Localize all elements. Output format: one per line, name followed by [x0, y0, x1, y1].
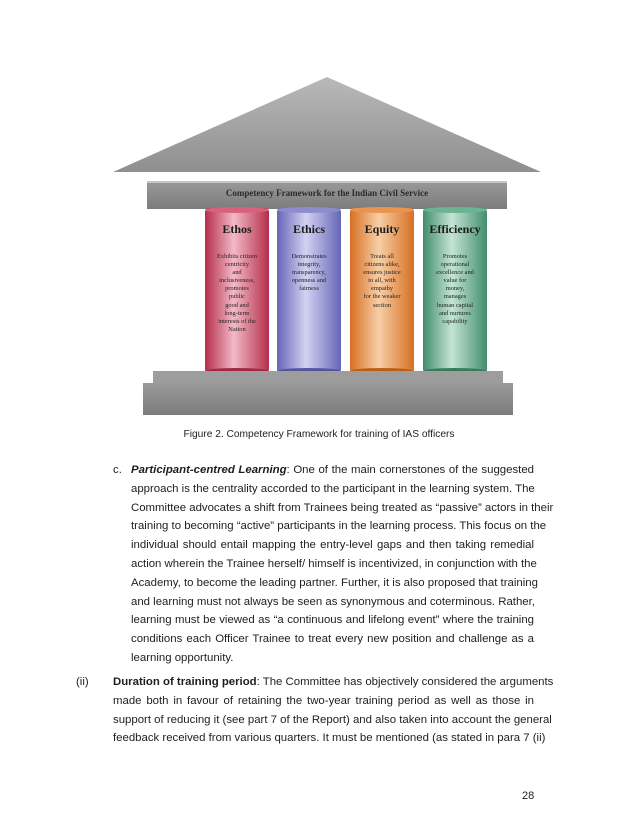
line-text: : The Committee has objectively considered the arguments [256, 676, 554, 688]
pillar-desc-line: interests of the [218, 317, 256, 325]
roof-pediment [113, 77, 541, 172]
item-heading: Participant-centred Learning [131, 464, 287, 476]
line-text: conditions each Officer Trainee to treat every new position and challenge as a [131, 633, 534, 646]
pillar-desc-line: Nation [228, 325, 246, 333]
line-text: training to becoming “active” participants in the learning process. This focus on the [131, 520, 547, 533]
pillar-desc-line: fairness [299, 285, 319, 293]
paragraph-line [131, 480, 534, 499]
line-text: feedback received from various quarters. It must be mentioned (as stated in para 7 (ii) [113, 732, 546, 745]
item-c-marker: c. [113, 464, 122, 476]
pillar-desc-line: and [232, 269, 242, 277]
pillar-desc-equity [352, 253, 412, 310]
pillar-desc-line: Demonstrates [291, 253, 327, 260]
pillar-desc-efficiency [425, 253, 485, 326]
pillar-title-ethos: Ethos [222, 222, 252, 236]
paragraph-line [131, 461, 534, 480]
temple-illustration [113, 77, 541, 415]
line-text: made both in favour of retaining the two-year training period as well as those in [113, 694, 534, 707]
framework-title: Competency Framework for the Indian Civil Service [225, 188, 429, 198]
pillar-desc-line: empathy [370, 285, 393, 293]
competency-framework-figure [113, 77, 541, 415]
line-text: and learning must not always be seen as synonymous and coterminous. Rather, [131, 595, 535, 608]
paragraph-line [131, 649, 534, 668]
pillar-desc-line: section [372, 301, 392, 309]
pillar-desc-line: capability [442, 317, 468, 325]
paragraph-line [131, 611, 534, 630]
pillar-desc-line: money, [445, 285, 465, 293]
line-text: action wherein the Trainee herself/ himself is incentivized, in conjunction with the [131, 557, 537, 570]
pillar-desc-line: for the weaker [363, 293, 401, 301]
pillar-desc-line: public [229, 293, 245, 301]
base-step-bottom [143, 383, 513, 415]
pillar-title-efficiency: Efficiency [429, 222, 481, 236]
pillar-desc-ethos [207, 253, 267, 334]
pillar-title-ethics: Ethics [292, 222, 325, 236]
paragraph-line [113, 692, 534, 711]
pillar-desc-line: citizens alike, [364, 261, 400, 269]
paragraph-line [131, 517, 547, 536]
paragraph-line [131, 555, 537, 574]
line-text: : One of the main cornerstones of the suggested [286, 464, 534, 476]
pillar-desc-line: Treats all [370, 253, 394, 260]
pillar-desc-line: excellence and [436, 269, 474, 277]
line-text: approach is the centrality accorded to the participant in the learning system. The [131, 482, 535, 495]
item-c-paragraph [131, 461, 554, 668]
pillar-desc-line: transparency, [292, 269, 326, 277]
pillar-desc-line: operational [440, 261, 470, 269]
paragraph-line [131, 574, 538, 593]
paragraph-line [131, 593, 534, 612]
pillar-title-equity: Equity [364, 222, 400, 236]
pillar-desc-line: human capital [436, 301, 474, 309]
item-ii-paragraph [113, 673, 554, 748]
paragraph-line [131, 536, 534, 555]
pillar-desc-line: Exhibits citizen [217, 253, 257, 260]
pillar-desc-line: long-term [224, 309, 250, 317]
paragraph-line [131, 630, 534, 649]
pillar-desc-line: integrity, [297, 261, 321, 269]
pillar-desc-line: openness and [291, 277, 327, 285]
base-step-top [153, 371, 503, 383]
pillar-desc-line: inclusiveness, [219, 277, 255, 285]
figure-caption: Figure 2. Competency Framework for training of IAS officers [183, 429, 455, 440]
pillar-desc-ethics [279, 253, 339, 293]
pillar-desc-line: manages [443, 293, 467, 301]
paragraph-line [131, 499, 554, 518]
item-heading: Duration of training period [113, 676, 257, 688]
item-ii-marker: (ii) [76, 676, 89, 688]
line-text: individual should entail mapping the entry-level gaps and then taking remedial [131, 539, 534, 552]
pillar-desc-line: to all, with [368, 277, 396, 285]
pillar-desc-line: and nurtures [439, 309, 471, 317]
paragraph-line [113, 711, 552, 730]
pillar-desc-line: Promotes [442, 253, 468, 260]
pillar-desc-line: centricity [224, 261, 250, 269]
line-text: learning opportunity. [131, 651, 234, 664]
paragraph-line [113, 673, 554, 692]
line-text: learning must be viewed as “a continuous and lifelong event” where the training [131, 614, 534, 627]
line-text: support of reducing it (see part 7 of the Report) and also taken into account the general [113, 713, 552, 726]
pillar-desc-line: ensures justice [363, 269, 401, 277]
line-text: Academy, to become the leading partner. Further, it is also proposed that training [131, 576, 538, 589]
line-text: Committee advocates a shift from Trainees being treated as “passive” actors in their [131, 501, 554, 514]
paragraph-line [113, 729, 546, 748]
page-number: 28 [522, 790, 535, 802]
pillar-desc-line: good and [225, 301, 249, 309]
pillar-desc-line: value for [443, 277, 467, 285]
pillar-desc-line: promotes [225, 285, 249, 293]
